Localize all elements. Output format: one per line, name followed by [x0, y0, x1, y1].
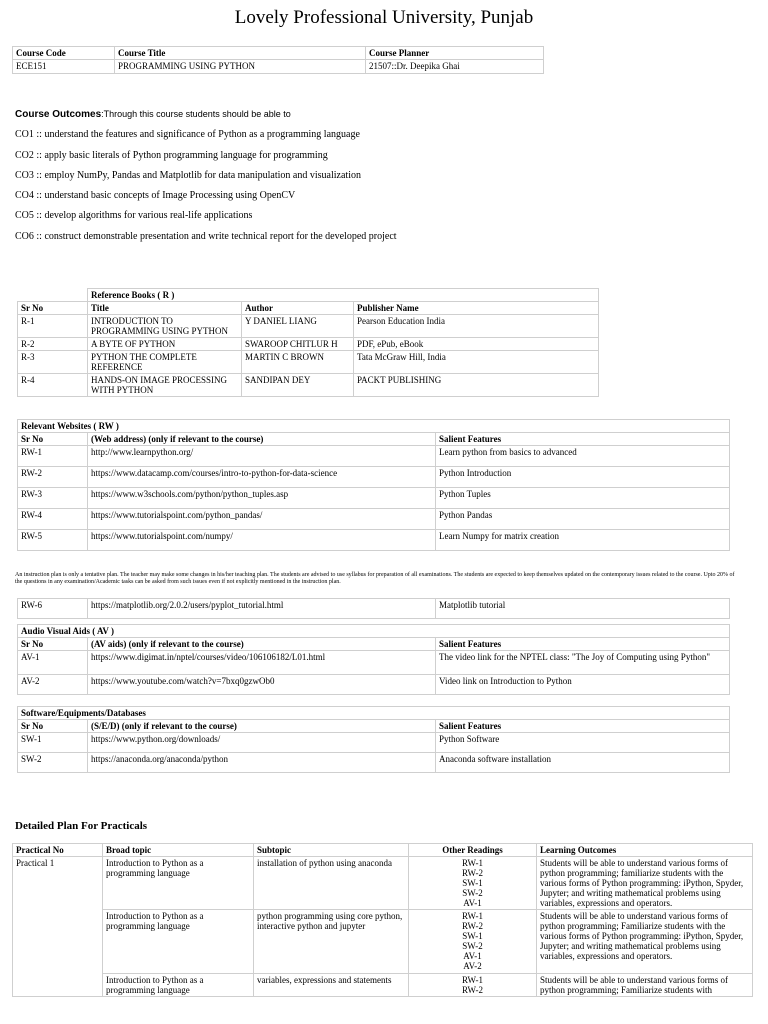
book-srno: R-1 [18, 315, 88, 338]
table-row [18, 733, 730, 753]
table-row [18, 599, 730, 619]
table-row [13, 857, 753, 910]
instruction-plan-disclaimer: An instruction plan is only a tentative plan. The teacher may make some changes in his/her teaching plan. The students are advised to use syllabus for preparation of all examinations. The students are expected to keep themselves updated on the contemporary issues related to the course. Upto 20% of the questions in any examination/Academic tasks can be asked from such issues even if not explicitly mentioned in the instruction plan. [15, 572, 735, 585]
websites-table [17, 419, 730, 551]
website-link[interactable]: https://www.w3schools.com/python/python_tuples.asp [88, 488, 436, 509]
av-link[interactable]: https://www.digimat.in/nptel/courses/video/106106182/L01.html [88, 651, 436, 675]
course-outcomes-heading [15, 109, 291, 120]
av-srno: AV-1 [18, 651, 88, 675]
av-srno: AV-2 [18, 675, 88, 695]
table-row [18, 374, 599, 397]
book-publisher: Tata McGraw Hill, India [354, 351, 599, 374]
website-feature: Python Tuples [436, 488, 730, 509]
subtopic: variables, expressions and statements [254, 974, 409, 997]
website-srno: RW-5 [18, 530, 88, 551]
broad-topic: Introduction to Python as a programming language [103, 857, 254, 910]
subtopic: installation of python using anaconda [254, 857, 409, 910]
course-code: ECE151 [13, 60, 115, 74]
av-feature: Video link on Introduction to Python [436, 675, 730, 695]
books-srno-header: Sr No [18, 302, 88, 315]
av-aids-table [17, 624, 730, 695]
table-row [18, 675, 730, 695]
table-row [18, 651, 730, 675]
outcome-item: CO1 :: understand the features and significance of Python as a programming language [15, 129, 360, 140]
av-srno-header: Sr No [18, 638, 88, 651]
book-title: PYTHON THE COMPLETE REFERENCE [88, 351, 242, 374]
websites-address-header: (Web address) (only if relevant to the course) [88, 433, 436, 446]
website-link[interactable]: https://www.tutorialspoint.com/python_pandas/ [88, 509, 436, 530]
table-row [18, 509, 730, 530]
book-srno: R-2 [18, 338, 88, 351]
outcome-item: CO5 :: develop algorithms for various real-life applications [15, 210, 253, 221]
other-readings: RW-1 RW-2 SW-1 SW-2 AV-1 AV-2 [409, 910, 537, 974]
website-srno: RW-4 [18, 509, 88, 530]
software-link[interactable]: https://anaconda.org/anaconda/python [88, 753, 436, 773]
av-aids-header: (AV aids) (only if relevant to the course) [88, 638, 436, 651]
software-sed-header: (S/E/D) (only if relevant to the course) [88, 720, 436, 733]
website-srno: RW-2 [18, 467, 88, 488]
course-code-header: Course Code [13, 47, 115, 60]
course-outcomes-label: Course Outcomes [15, 109, 102, 120]
website-link[interactable]: https://matplotlib.org/2.0.2/users/pyplot_tutorial.html [88, 599, 436, 619]
website-srno: RW-3 [18, 488, 88, 509]
practicals-title: Detailed Plan For Practicals [15, 820, 148, 832]
book-author: MARTIN C BROWN [242, 351, 354, 374]
table-row [18, 446, 730, 467]
course-planner: 21507::Dr. Deepika Ghai [366, 60, 544, 74]
table-row [18, 351, 599, 374]
course-title: PROGRAMMING USING PYTHON [115, 60, 366, 74]
software-link[interactable]: https://www.python.org/downloads/ [88, 733, 436, 753]
book-author: SWAROOP CHITLUR H [242, 338, 354, 351]
books-corner [18, 289, 88, 302]
software-feature: Anaconda software installation [436, 753, 730, 773]
course-title-header: Course Title [115, 47, 366, 60]
broad-topic: Introduction to Python as a programming language [103, 974, 254, 997]
outcome-item: CO3 :: employ NumPy, Pandas and Matplotlib for data manipulation and visualization [15, 170, 361, 181]
website-srno: RW-6 [18, 599, 88, 619]
website-feature: Python Introduction [436, 467, 730, 488]
book-author: Y DANIEL LIANG [242, 315, 354, 338]
other-readings: RW-1 RW-2 SW-1 SW-2 AV-1 [409, 857, 537, 910]
course-info-table [12, 46, 544, 74]
website-feature: Python Pandas [436, 509, 730, 530]
website-srno: RW-1 [18, 446, 88, 467]
table-row [18, 488, 730, 509]
table-row [18, 467, 730, 488]
university-title: Lovely Professional University, Punjab [234, 7, 534, 28]
websites-section-title: Relevant Websites ( RW ) [18, 420, 730, 433]
practical-no-header: Practical No [13, 844, 103, 857]
outcome-item: CO2 :: apply basic literals of Python programming language for programming [15, 150, 328, 161]
books-section-title: Reference Books ( R ) [88, 289, 599, 302]
websites-features-header: Salient Features [436, 433, 730, 446]
table-row [13, 910, 753, 974]
other-readings: RW-1 RW-2 [409, 974, 537, 997]
book-publisher: PDF, ePub, eBook [354, 338, 599, 351]
website-link[interactable]: https://www.tutorialspoint.com/numpy/ [88, 530, 436, 551]
software-table [17, 706, 730, 773]
book-author: SANDIPAN DEY [242, 374, 354, 397]
learning-outcomes-header: Learning Outcomes [537, 844, 753, 857]
table-row [18, 753, 730, 773]
website-feature: Matplotlib tutorial [436, 599, 730, 619]
av-feature: The video link for the NPTEL class: "The Joy of Computing using Python" [436, 651, 730, 675]
software-srno-header: Sr No [18, 720, 88, 733]
reference-books-table [17, 288, 599, 397]
broad-topic-header: Broad topic [103, 844, 254, 857]
av-section-title: Audio Visual Aids ( AV ) [18, 625, 730, 638]
outcome-item: CO6 :: construct demonstrable presentation and write technical report for the developed project [15, 231, 397, 242]
website-link[interactable]: http://www.learnpython.org/ [88, 446, 436, 467]
software-feature: Python Software [436, 733, 730, 753]
websites-srno-header: Sr No [18, 433, 88, 446]
book-srno: R-3 [18, 351, 88, 374]
other-readings-header: Other Readings [409, 844, 537, 857]
course-outcomes-intro: :Through this course students should be able to [101, 109, 291, 119]
book-title: A BYTE OF PYTHON [88, 338, 242, 351]
outcome-item: CO4 :: understand basic concepts of Image Processing using OpenCV [15, 190, 296, 201]
learning-outcome: Students will be able to understand various forms of python programming; Familiarize students with the various forms of Python programming: iPython, Spyder, Jupyter; and writing mathematical problems using variables, expressions and operators. [537, 910, 753, 974]
software-srno: SW-2 [18, 753, 88, 773]
website-feature: Learn Numpy for matrix creation [436, 530, 730, 551]
website-feature: Learn python from basics to advanced [436, 446, 730, 467]
table-row [18, 530, 730, 551]
practical-number: Practical 1 [13, 857, 103, 997]
table-row [18, 315, 599, 338]
av-link[interactable]: https://www.youtube.com/watch?v=7bxq0gzwOb0 [88, 675, 436, 695]
learning-outcome: Students will be able to understand various forms of python programming; Familiarize students with [537, 974, 753, 997]
websites-continued-table [17, 598, 730, 619]
course-planner-header: Course Planner [366, 47, 544, 60]
software-srno: SW-1 [18, 733, 88, 753]
software-features-header: Salient Features [436, 720, 730, 733]
website-link[interactable]: https://www.datacamp.com/courses/intro-to-python-for-data-science [88, 467, 436, 488]
book-title: HANDS-ON IMAGE PROCESSING WITH PYTHON [88, 374, 242, 397]
subtopic: python programming using core python, interactive python and jupyter [254, 910, 409, 974]
av-features-header: Salient Features [436, 638, 730, 651]
book-srno: R-4 [18, 374, 88, 397]
books-title-header: Title [88, 302, 242, 315]
table-row [18, 338, 599, 351]
learning-outcome: Students will be able to understand various forms of python programming; familiarize students with the various forms of Python programming: iPython, Spyder, Jupyter; and writing mathematical problems using variables, expressions and operators. [537, 857, 753, 910]
table-row [13, 974, 753, 997]
broad-topic: Introduction to Python as a programming language [103, 910, 254, 974]
subtopic-header: Subtopic [254, 844, 409, 857]
software-section-title: Software/Equipments/Databases [18, 707, 730, 720]
book-publisher: Pearson Education India [354, 315, 599, 338]
book-publisher: PACKT PUBLISHING [354, 374, 599, 397]
book-title: INTRODUCTION TO PROGRAMMING USING PYTHON [88, 315, 242, 338]
books-author-header: Author [242, 302, 354, 315]
books-publisher-header: Publisher Name [354, 302, 599, 315]
practicals-table [12, 843, 753, 997]
